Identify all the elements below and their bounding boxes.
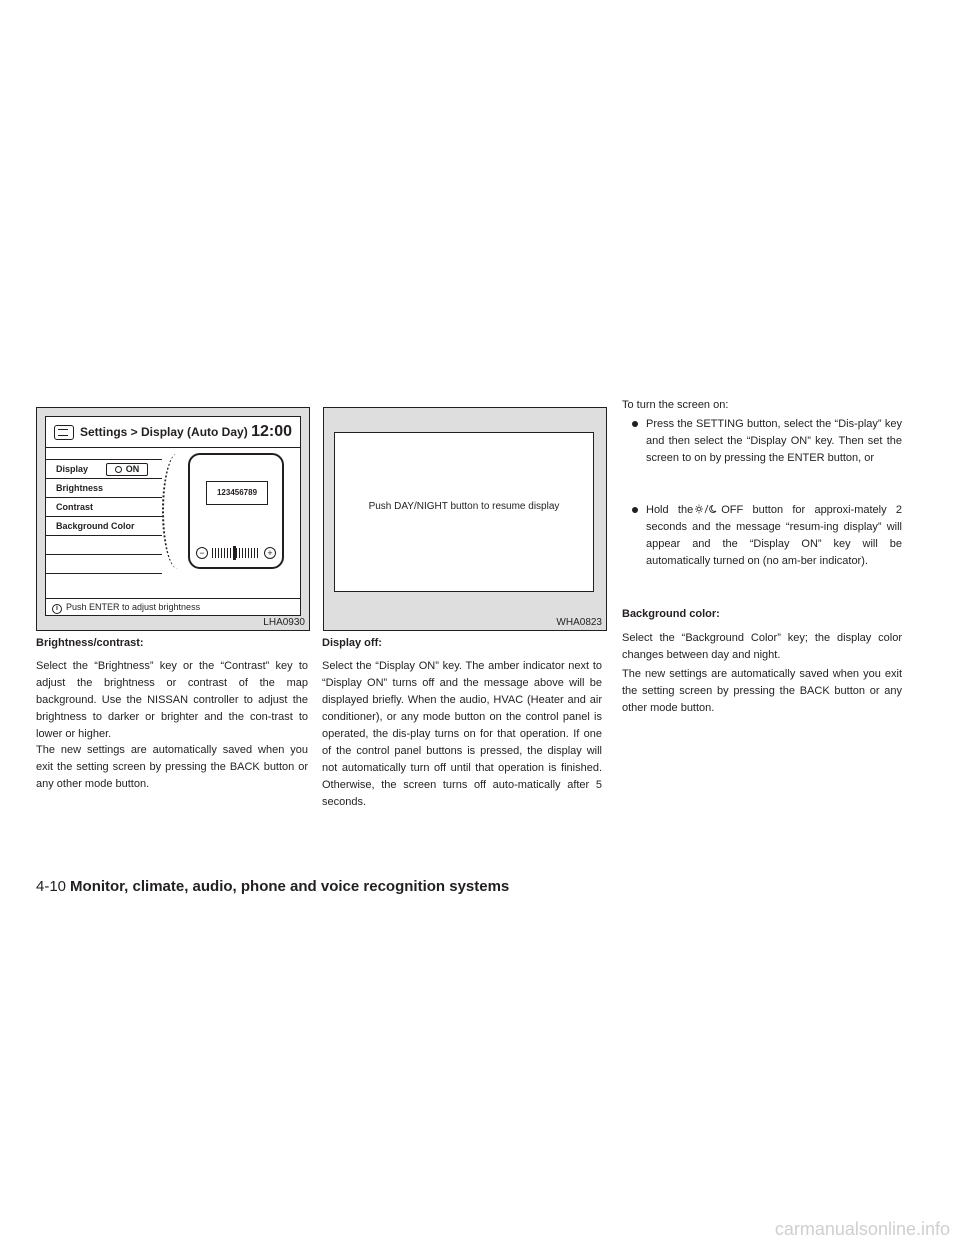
toggle-label: ON	[125, 464, 140, 474]
page-footer	[36, 878, 509, 895]
screen-title: Settings > Display (Auto Day)	[80, 425, 248, 439]
watermark: carmanualsonline.info	[774, 1219, 950, 1239]
slider-knob[interactable]	[233, 546, 236, 560]
menu-item-empty	[46, 536, 162, 555]
figure-settings-display	[36, 407, 310, 631]
bullet-icon	[632, 421, 638, 427]
page-number: 4-10	[36, 878, 67, 895]
settings-menu	[46, 459, 162, 574]
settings-icon	[54, 425, 74, 440]
list-item	[632, 416, 902, 467]
menu-item-empty	[46, 555, 162, 574]
text-run: Hold the	[646, 504, 694, 516]
paragraph: The new settings are automatically saved when you exit the setting screen by pressing the BACK button or any other mode button.	[622, 668, 902, 714]
screen-title-bar	[46, 417, 300, 448]
brightness-preview	[188, 453, 284, 569]
preview-value: 123456789	[206, 481, 268, 505]
heading-display-off: Display off:	[322, 637, 382, 649]
bullet-icon	[632, 507, 638, 513]
paragraph: Select the “Background Color” key; the display color changes between day and night.	[622, 632, 902, 661]
heading-background-color: Background color:	[622, 608, 720, 620]
info-bar	[46, 598, 300, 615]
brightness-slider[interactable]	[196, 547, 276, 559]
info-icon: i	[52, 604, 62, 614]
slider-track[interactable]	[212, 548, 260, 558]
menu-item-brightness[interactable]	[46, 479, 162, 498]
heading-brightness-contrast: Brightness/contrast:	[36, 637, 144, 649]
menu-item-label: Display	[56, 464, 89, 474]
paragraph: Select the “Brightness” key or the “Contrast” key to adjust the brightness or contrast of the map background. Use the NISSAN controller to adjust the brightness to darker or brighter and the con-trast to lower or higher.	[36, 660, 308, 740]
minus-icon[interactable]: −	[196, 547, 208, 559]
figure-code: LHA0930	[263, 617, 305, 628]
paragraph: The new settings are automatically saved when you exit the setting screen by pressing the BACK button or any other mode button.	[36, 744, 308, 790]
screen-clock: 12:00	[251, 423, 292, 440]
paragraph: To turn the screen on:	[622, 399, 729, 411]
figure-code: WHA0823	[556, 617, 602, 628]
display-off-screen	[334, 432, 594, 592]
list-item-text	[646, 502, 902, 570]
menu-item-contrast[interactable]	[46, 498, 162, 517]
menu-item-label: Contrast	[56, 502, 94, 512]
list-item	[632, 502, 902, 570]
menu-item-label: Brightness	[56, 483, 104, 493]
text-run: OFF button for approxi-mately 2 seconds and the message “resum-ing display” will appear and the “Display ON” key will be automatically turned on (no am-ber indicator).	[646, 504, 902, 567]
display-off-message: Push DAY/NIGHT button to resume display	[368, 501, 560, 512]
list-item-text: Press the SETTING button, select the “Dis-play” key and then select the “Display ON” key. Then set the screen to on by pressing the ENTER button, or	[646, 418, 902, 464]
section-title: Monitor, climate, audio, phone and voice recognition systems	[70, 878, 510, 895]
info-text: Push ENTER to adjust brightness	[66, 602, 201, 612]
display-on-toggle[interactable]	[106, 463, 148, 476]
menu-item-background-color[interactable]	[46, 517, 162, 536]
settings-screen	[45, 416, 301, 616]
menu-item-display[interactable]	[46, 459, 162, 479]
menu-item-label: Background Color	[56, 521, 135, 531]
paragraph: Select the “Display ON” key. The amber indicator next to “Display ON” turns off and the message above will be displayed briefly. When the audio, HVAC (Heater and air conditioner), or any mode button on the control panel is operated, the dis-play turns on for that operation. If one of the control panel buttons is pressed, the display will not automatically turn off until that operation is finished. Otherwise, the screen turns off auto-matically after 5 seconds.	[322, 660, 602, 808]
indicator-icon	[115, 466, 122, 473]
plus-icon[interactable]: +	[264, 547, 276, 559]
day-night-icon	[695, 503, 719, 513]
figure-display-off	[323, 407, 607, 631]
